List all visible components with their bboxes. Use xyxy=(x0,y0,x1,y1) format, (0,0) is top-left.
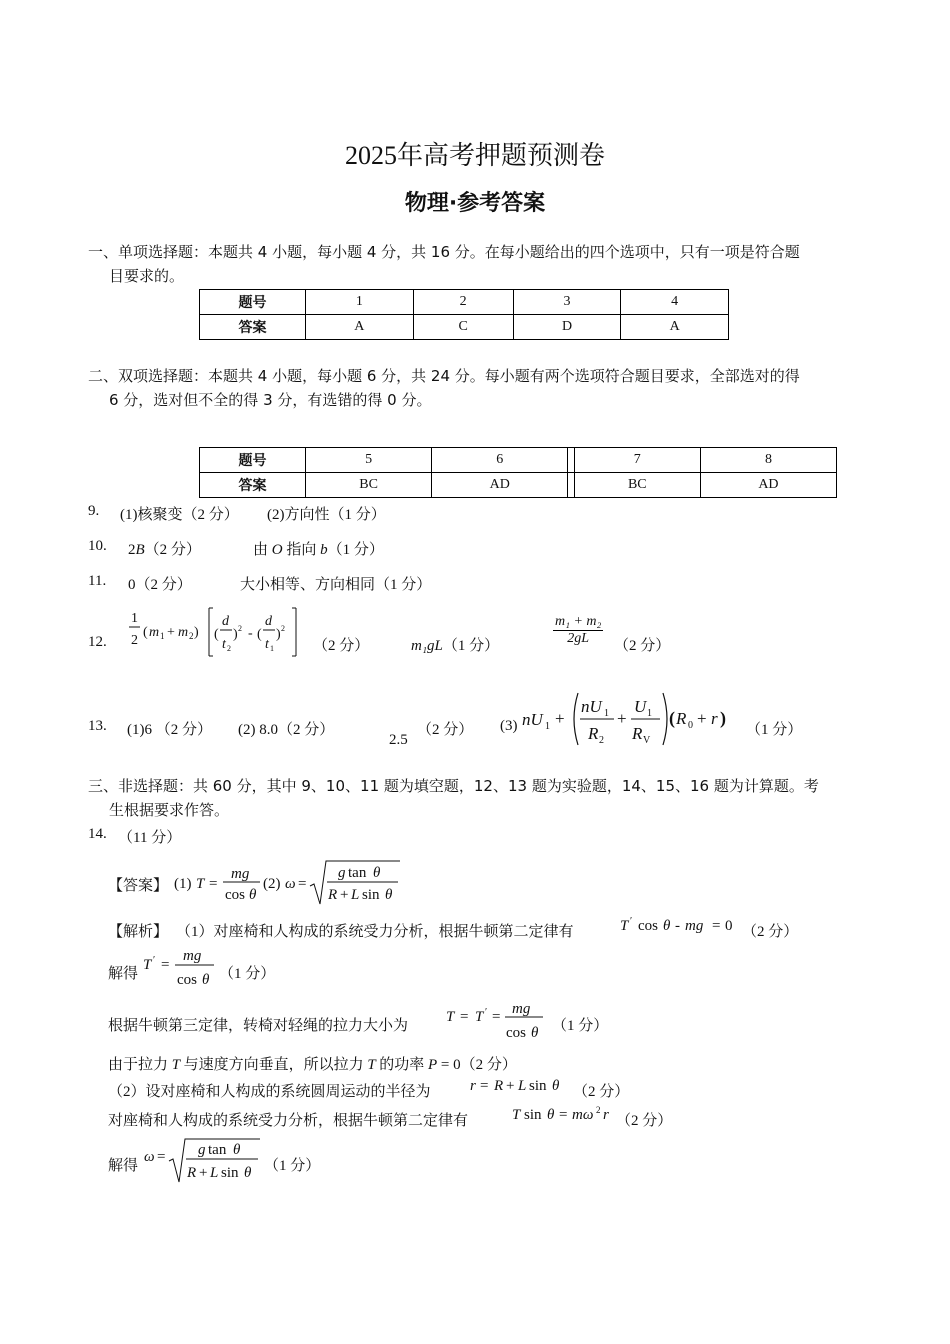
q14-solve1-label: 解得 xyxy=(108,966,139,982)
section2-heading-line1: 二、双项选择题：本题共 4 小题，每小题 6 分，共 24 分。每小题有两个选项符合题目要求，全部选对的得 xyxy=(88,367,800,385)
question-number: 1 xyxy=(306,290,414,315)
svg-text:U: U xyxy=(634,697,647,716)
svg-text:mg: mg xyxy=(685,918,704,934)
svg-text:0: 0 xyxy=(725,918,733,934)
svg-text:θ: θ xyxy=(233,1142,241,1158)
svg-text:L: L xyxy=(351,887,360,903)
row-label: 答案 xyxy=(200,473,306,498)
svg-text:tan: tan xyxy=(208,1142,227,1158)
svg-text:+: + xyxy=(167,625,175,640)
svg-text:+: + xyxy=(697,709,707,728)
answer-cell: AD xyxy=(700,473,836,498)
q13-value: 2.5 xyxy=(389,732,408,748)
svg-text:d: d xyxy=(222,614,229,629)
table-row xyxy=(200,290,729,315)
svg-text:nU: nU xyxy=(522,710,543,729)
q14-analysis-line3: 根据牛顿第三定律，转椅对轻绳的拉力大小为 xyxy=(108,1018,409,1034)
q14-eq6 xyxy=(510,1102,620,1128)
question-number: 7 xyxy=(574,448,700,473)
svg-text:θ: θ xyxy=(552,1078,560,1094)
svg-text:=: = xyxy=(298,876,307,892)
q12-score3: （2 分） xyxy=(614,638,671,654)
svg-text:(: ( xyxy=(257,627,262,642)
q11-answer2: 大小相等、方向相同（1 分） xyxy=(240,577,432,593)
q14-eq2 xyxy=(141,944,221,990)
svg-text:r: r xyxy=(711,709,718,728)
svg-text:(1): (1) xyxy=(174,876,192,892)
svg-text:): ) xyxy=(194,625,199,640)
page-subtitle: 物理·参考答案 xyxy=(404,191,546,216)
q14-answer-formula xyxy=(174,858,404,908)
q14-solve2-score: （1 分） xyxy=(264,1158,321,1174)
svg-text:=: = xyxy=(209,876,218,892)
svg-text:2: 2 xyxy=(281,624,285,633)
svg-text:g: g xyxy=(338,865,346,881)
q9-part1: (1)核聚变（2 分） xyxy=(120,507,239,523)
svg-text:1: 1 xyxy=(545,721,550,732)
svg-text:1: 1 xyxy=(604,708,609,719)
svg-text:t: t xyxy=(265,637,269,652)
q13-value-score: （2 分） xyxy=(417,722,474,738)
answer-cell: BC xyxy=(306,473,432,498)
answer-cell: AD xyxy=(432,473,568,498)
q12-formula1-svg xyxy=(126,605,306,661)
svg-text:1: 1 xyxy=(160,631,165,641)
svg-text:=: = xyxy=(492,1009,501,1025)
svg-text:d: d xyxy=(265,614,272,629)
q14-analysis-line1-score: （2 分） xyxy=(742,924,799,940)
svg-text:+: + xyxy=(199,1165,208,1181)
q14-answer-formula-svg xyxy=(174,858,404,908)
row-label: 题号 xyxy=(200,448,306,473)
svg-text:+: + xyxy=(506,1078,515,1094)
svg-text:-: - xyxy=(248,626,253,641)
q10-answer1: 2B（2 分） xyxy=(128,542,201,558)
svg-text:L: L xyxy=(518,1078,527,1094)
q14-eq5 xyxy=(468,1073,573,1099)
q14-eq1 xyxy=(618,912,748,940)
q14-eq7-svg xyxy=(142,1136,267,1186)
q12-fraction: $\frac{\text{m₁ + m₂}}{2gL}$ xyxy=(555,614,602,646)
answer-cell: A xyxy=(621,315,729,340)
q12-answer3 xyxy=(553,614,603,647)
q14-eq3 xyxy=(444,998,554,1044)
svg-text:θ: θ xyxy=(385,887,393,903)
q14-analysis-line1: （1）对座椅和人构成的系统受力分析，根据牛顿第二定律有 xyxy=(176,924,574,940)
svg-text:T: T xyxy=(196,876,205,892)
svg-text:mω: mω xyxy=(572,1107,594,1123)
table-row xyxy=(200,473,837,498)
question-number: 2 xyxy=(413,290,513,315)
q14-solve2-label: 解得 xyxy=(108,1158,139,1174)
question-number: 6 xyxy=(432,448,568,473)
q14-eq1-svg xyxy=(618,912,748,940)
svg-text:ω: ω xyxy=(285,876,296,892)
section1-heading-line1: 一、单项选择题：本题共 4 小题，每小题 4 分，共 16 分。在每小题给出的四个选项中，只有一项是符合题 xyxy=(88,243,800,261)
section1-heading-line2: 目要求的。 xyxy=(109,267,185,285)
answer-cell: C xyxy=(413,315,513,340)
q13-formula-svg xyxy=(520,689,745,749)
svg-text:g: g xyxy=(198,1142,206,1158)
q10-number: 10. xyxy=(88,538,107,554)
q13-part1: (1)6 （2 分） xyxy=(127,722,212,738)
svg-text:R: R xyxy=(676,709,687,728)
svg-text:m: m xyxy=(178,625,189,640)
svg-text:nU: nU xyxy=(581,697,602,716)
q12-number: 12. xyxy=(88,634,107,650)
svg-text:θ: θ xyxy=(373,865,381,881)
svg-text:2: 2 xyxy=(596,1105,601,1115)
svg-text:tan: tan xyxy=(348,865,367,881)
svg-text:=: = xyxy=(712,918,721,934)
table-row xyxy=(200,315,729,340)
q14-number: 14. xyxy=(88,826,107,842)
svg-text:t: t xyxy=(222,637,226,652)
q14-eq5-svg xyxy=(468,1073,573,1099)
svg-text:r: r xyxy=(603,1107,609,1123)
svg-text:1: 1 xyxy=(131,611,138,626)
q14-analysis-line5-score: （2 分） xyxy=(573,1084,630,1100)
svg-text:R: R xyxy=(494,1078,504,1094)
svg-text:(: ( xyxy=(214,627,219,642)
section1-answer-table xyxy=(199,289,729,340)
svg-text:0: 0 xyxy=(688,720,693,731)
svg-text:(: ( xyxy=(143,625,148,640)
svg-text:R: R xyxy=(328,887,338,903)
svg-text:=: = xyxy=(157,1149,166,1165)
svg-text:′: ′ xyxy=(485,1007,488,1018)
q9-part2: (2)方向性（1 分） xyxy=(267,507,386,523)
row-label: 题号 xyxy=(200,290,306,315)
svg-text:R: R xyxy=(632,724,643,743)
page-title: 2025年高考押题预测卷 xyxy=(344,141,605,170)
svg-text:2: 2 xyxy=(599,735,604,746)
svg-text:2: 2 xyxy=(131,633,138,648)
svg-text:=: = xyxy=(559,1107,568,1123)
q10-answer2: 由 O 指向 b（1 分） xyxy=(253,542,384,558)
svg-text:sin: sin xyxy=(529,1078,547,1094)
q14-eq3-svg xyxy=(444,998,554,1044)
q14-eq6-svg xyxy=(510,1102,620,1128)
svg-text:′: ′ xyxy=(153,955,156,966)
q13-part2: (2) 8.0（2 分） xyxy=(238,722,335,738)
q13-part3-label: (3) xyxy=(500,718,518,734)
q13-part3-score: （1 分） xyxy=(746,722,803,738)
q12-answer2: m₁gL（1 分） xyxy=(411,638,500,654)
svg-text:T: T xyxy=(446,1009,455,1025)
answer-cell: BC xyxy=(574,473,700,498)
svg-text:θ: θ xyxy=(547,1107,555,1123)
svg-text:θ: θ xyxy=(249,887,257,903)
svg-text:θ: θ xyxy=(244,1165,252,1181)
svg-text:θ: θ xyxy=(202,972,210,988)
svg-text:+: + xyxy=(555,709,565,728)
question-number: 5 xyxy=(306,448,432,473)
q14-answer-label: 【答案】 xyxy=(108,878,169,894)
q12-score1: （2 分） xyxy=(313,638,370,654)
svg-text:mg: mg xyxy=(183,948,202,964)
svg-text:mg: mg xyxy=(512,1001,531,1017)
svg-text:sin: sin xyxy=(524,1107,542,1123)
svg-text:R: R xyxy=(187,1165,197,1181)
svg-text:(: ( xyxy=(669,708,675,728)
svg-text:cos: cos xyxy=(177,972,197,988)
q13-number: 13. xyxy=(88,718,107,734)
section3-heading-line2: 生根据要求作答。 xyxy=(109,801,230,819)
question-number: 8 xyxy=(700,448,836,473)
svg-text:2: 2 xyxy=(238,624,242,633)
q12-formula1 xyxy=(126,605,306,661)
q14-score-total: （11 分） xyxy=(118,830,182,846)
q14-analysis-line4: 由于拉力 T 与速度方向垂直，所以拉力 T 的功率 P = 0（2 分） xyxy=(108,1057,517,1073)
section3-heading-line1: 三、非选择题：共 60 分，其中 9、10、11 题为填空题，12、13 题为实验题，14、15、16 题为计算题。考 xyxy=(88,777,819,795)
svg-text:mg: mg xyxy=(231,866,250,882)
section2-heading-line2: 6 分，选对但不全的得 3 分，有选错的得 0 分。 xyxy=(109,391,432,409)
svg-text:cos: cos xyxy=(225,887,245,903)
q14-analysis-line6: 对座椅和人构成的系统受力分析，根据牛顿第二定律有 xyxy=(108,1113,469,1129)
q14-analysis-line6-score: （2 分） xyxy=(616,1113,673,1129)
q14-solve1-score: （1 分） xyxy=(219,966,276,982)
svg-text:+: + xyxy=(340,887,349,903)
svg-text:r: r xyxy=(470,1078,476,1094)
q14-analysis-label: 【解析】 xyxy=(108,924,169,940)
q11-number: 11. xyxy=(88,573,107,589)
svg-text:T: T xyxy=(143,957,152,973)
svg-text:T: T xyxy=(512,1107,521,1123)
svg-text:cos: cos xyxy=(506,1025,526,1041)
svg-text:ω: ω xyxy=(144,1149,155,1165)
table-row xyxy=(200,448,837,473)
svg-text:=: = xyxy=(460,1009,469,1025)
q13-formula xyxy=(520,689,745,749)
svg-text:2: 2 xyxy=(227,644,231,653)
q14-eq7 xyxy=(142,1136,267,1186)
svg-text:T: T xyxy=(475,1009,484,1025)
svg-text:): ) xyxy=(233,627,238,642)
question-number: 4 xyxy=(621,290,729,315)
section2-answer-table xyxy=(199,447,837,498)
row-label: 答案 xyxy=(200,315,306,340)
svg-text:sin: sin xyxy=(362,887,380,903)
svg-text:θ: θ xyxy=(663,918,671,934)
svg-text:′: ′ xyxy=(630,916,633,927)
q14-analysis-line5: （2）设对座椅和人构成的系统圆周运动的半径为 xyxy=(108,1084,431,1100)
svg-text:=: = xyxy=(161,957,170,973)
svg-text:(2): (2) xyxy=(263,876,281,892)
answer-cell: D xyxy=(513,315,621,340)
svg-text:): ) xyxy=(276,627,281,642)
svg-text:V: V xyxy=(643,735,651,746)
svg-text:cos: cos xyxy=(638,918,658,934)
svg-text:R: R xyxy=(588,724,599,743)
svg-text:L: L xyxy=(210,1165,219,1181)
svg-text:m: m xyxy=(149,625,160,640)
question-number: 3 xyxy=(513,290,621,315)
svg-text:θ: θ xyxy=(531,1025,539,1041)
svg-text:-: - xyxy=(675,918,680,934)
svg-text:1: 1 xyxy=(647,708,652,719)
svg-text:T: T xyxy=(620,918,629,934)
svg-text:+: + xyxy=(617,709,627,728)
svg-text:1: 1 xyxy=(270,644,274,653)
svg-text:=: = xyxy=(480,1078,489,1094)
svg-text:): ) xyxy=(720,708,726,728)
q14-analysis-line3-score: （1 分） xyxy=(552,1018,609,1034)
q9-number: 9. xyxy=(88,503,100,519)
answer-cell: A xyxy=(306,315,414,340)
svg-text:sin: sin xyxy=(221,1165,239,1181)
q11-answer1: 0（2 分） xyxy=(128,577,192,593)
svg-text:2: 2 xyxy=(189,631,194,641)
q14-eq2-svg xyxy=(141,944,221,990)
